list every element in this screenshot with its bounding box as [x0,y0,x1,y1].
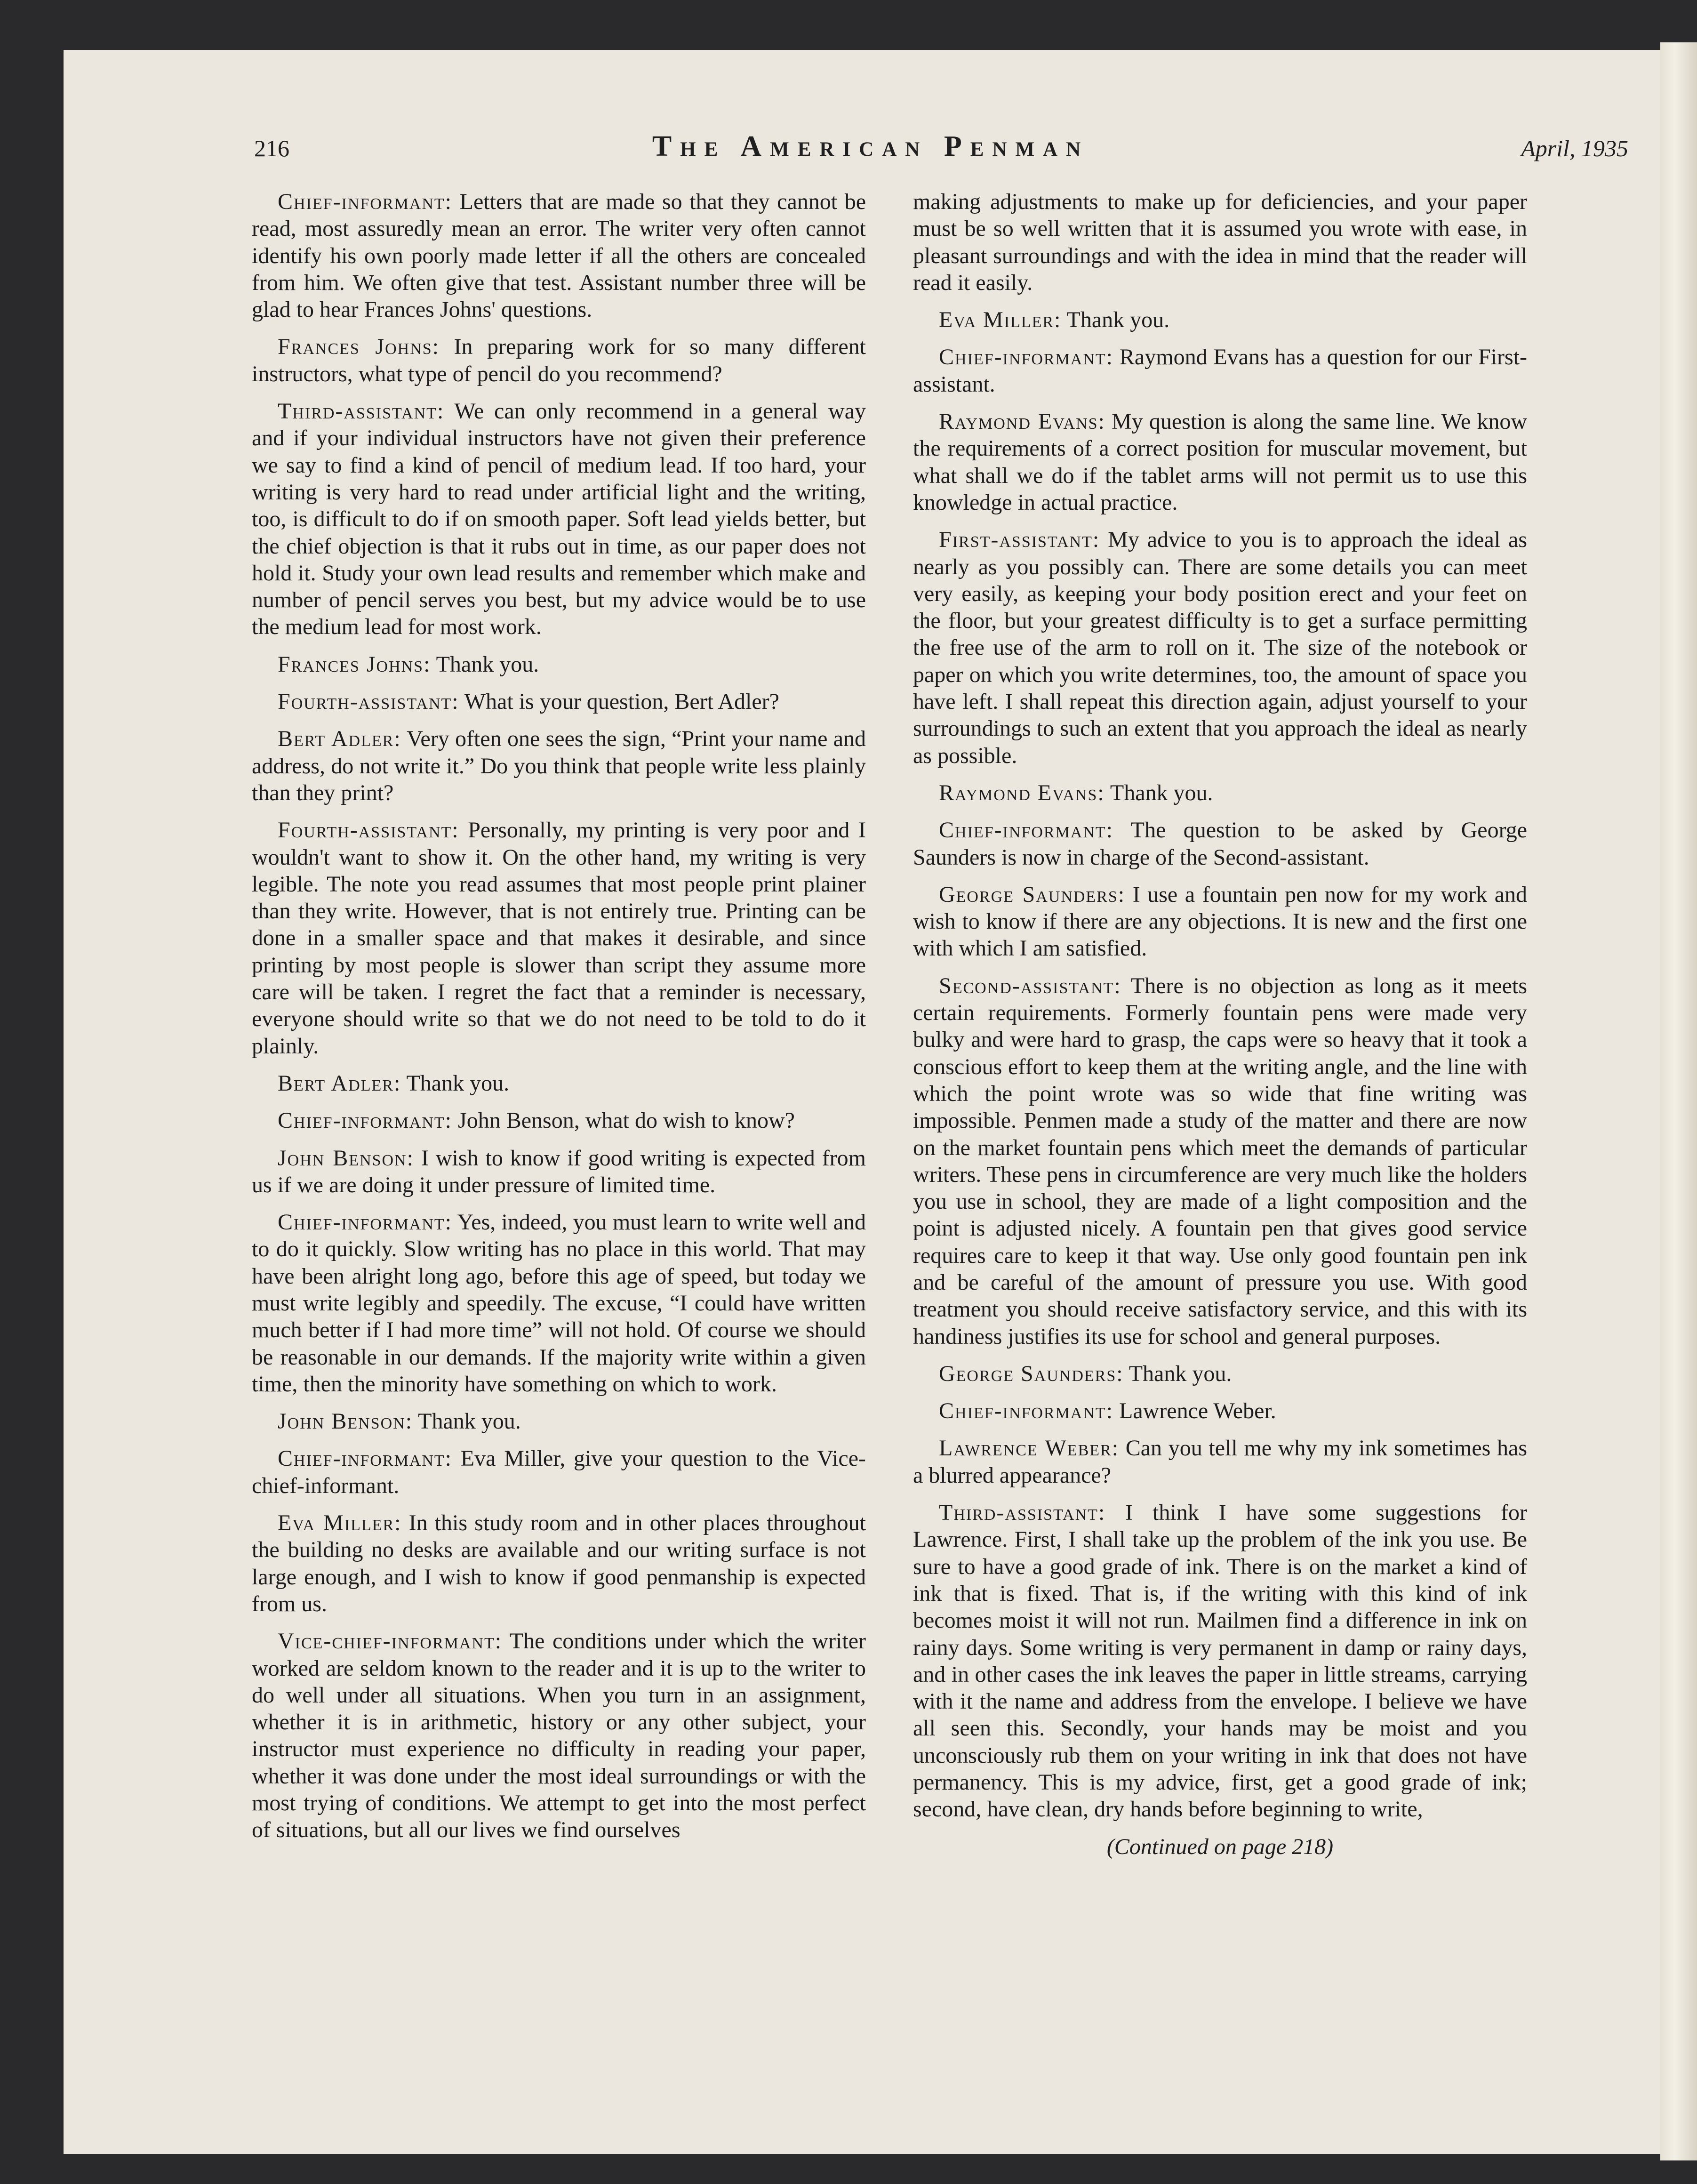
paragraph-text: I use a fountain pen now for my work and wish to know if there are any objections. It is new and the first one with which I am satisfied. [913,882,1528,961]
continued-note-text: (Continued on page 218) [1106,1834,1334,1859]
paragraph-text: Thank you. [406,1070,510,1096]
speaker-label: Lawrence Weber: [939,1436,1120,1461]
dialogue-paragraph [252,333,866,387]
page-number: 216 [254,135,289,161]
speaker-label: Fourth-assistant: [278,689,459,715]
book-spine-edge [1660,42,1697,2160]
dialogue-paragraph [913,817,1527,871]
paragraph-text: Yes, indeed, you must learn to write well and to do it quickly. Slow writing has no place in this world. That may have been alright long ago, before this age of speed, but today we must write legibly and speedily. The excuse, “I could have written much better if I had more time” will not hold. Of course we should be reasonable in our demands. If the majority write within a given time, then the minority have something on which to work. [252,1210,866,1397]
continued-note [913,1833,1527,1860]
dialogue-paragraph [252,188,866,323]
speaker-label: Eva Miller: [939,307,1062,333]
paragraph-text: Letters that are made so that they cannot be read, most assuredly mean an error. The writer very often cannot identify his own poorly made letter if all the others are concealed from him. We often give that test. Assistant number three will be glad to hear Frances Johns' questions. [252,189,866,322]
dialogue-paragraph [913,1397,1527,1424]
speaker-label: Raymond Evans: [939,409,1105,434]
paragraph-text: Thank you. [1129,1361,1232,1386]
issue-date: April, 1935 [1521,135,1628,161]
dialogue-paragraph [252,1628,866,1843]
speaker-label: Third-assistant: [278,399,445,424]
dialogue-paragraph [252,1408,866,1435]
speaker-label: Third-assistant: [939,1500,1106,1526]
paragraph-text: Eva Miller, give your question to the Vice-chief-informant. [252,1446,866,1498]
dialogue-paragraph [913,1435,1527,1489]
paragraph-text: We can only recommend in a general way and if your individual instructors have not given their preference we say to find a kind of pencil of medium lead. If too hard, your writing is very hard to read under artificial light and the writing, too, is difficult to do if on smooth paper. Soft lead yields better, but the chief objection is that it rubs out in time, as our paper does not hold it. Study your own lead results and remember which make and number of pencil serves you best, but my advice would be to use the medium lead for most work. [252,399,866,640]
dialogue-paragraph [913,188,1527,296]
dialogue-paragraph [252,1510,866,1617]
speaker-label: Fourth-assistant: [278,818,459,843]
speaker-label: Chief-informant: [939,818,1114,843]
speaker-label: Eva Miller: [278,1510,402,1536]
speaker-label: George Saunders: [939,1361,1124,1386]
paragraph-text: Lawrence Weber. [1119,1398,1276,1424]
paragraph-text: Thank you. [1110,780,1213,805]
speaker-label: Chief-informant: [939,1398,1114,1424]
dialogue-paragraph [252,688,866,715]
paragraph-text: Thank you. [1066,307,1170,333]
right-text-column [913,188,1527,1871]
dialogue-paragraph [252,1107,866,1134]
speaker-label: Second-assistant: [939,973,1121,998]
paragraph-text: Thank you. [436,651,539,677]
paragraph-text: My question is along the same line. We know the requirements of a correct position for muscular movement, but what shall we do if the tablet arms will not permit us to use this knowledge in actual practice. [913,409,1528,515]
dialogue-paragraph [252,398,866,641]
dialogue-paragraph [913,306,1527,333]
paragraph-text: Raymond Evans has a question for our First-assistant. [913,345,1528,397]
paragraph-text: The question to be asked by George Saunders is now in charge of the Second-assistant. [913,818,1527,870]
dialogue-paragraph [913,526,1527,769]
paragraph-text: I wish to know if good writing is expected from us if we are doing it under pressure of limited time. [252,1145,866,1197]
dialogue-paragraph [252,1445,866,1499]
speaker-label: First-assistant: [939,527,1100,553]
speaker-label: Bert Adler: [278,726,401,752]
dialogue-paragraph [252,1145,866,1199]
speaker-label: Chief-informant: [278,1446,453,1471]
paragraph-text: John Benson, what do wish to know? [458,1108,795,1133]
publication-title: The American Penman [652,130,1089,162]
speaker-label: George Saunders: [939,882,1126,907]
paragraph-text: There is no objection as long as it meets certain requirements. Formerly fountain pens were made very bulky and were hard to grasp, the caps were so heavy that it took a conscious effort to keep them at the writing angle, and the line with which the point wrote was so wide that fine writing was impossible. Penmen made a study of the matter and there are now on the market fountain pens which meet the demands of particular writers. These pens in circumference are very much like the holders you use in school, they are made of a light composition and the point is adjusted nicely. A fountain pen that gives good service requires care to keep it that way. Use only good fountain pen ink and be careful of the amount of pressure you use. With good treatment you should receive satisfactory service, and this with its handiness justifies its use for school and general purposes. [913,973,1527,1349]
dialogue-paragraph [913,1499,1527,1823]
dialogue-paragraph [913,779,1527,806]
dialogue-paragraph [252,1070,866,1097]
dialogue-paragraph [252,651,866,678]
dialogue-paragraph [913,1360,1527,1387]
paragraph-text: making adjustments to make up for deficiencies, and your paper must be so well written that it is assumed you wrote with ease, in pleasant surroundings and with the idea in mind that the reader will read it easily. [913,189,1527,295]
dialogue-paragraph [913,881,1527,962]
paragraph-text: Can you tell me why my ink sometimes has a blurred appearance? [913,1436,1528,1488]
paragraph-text: The conditions under which the writer worked are seldom known to the reader and it is up to the writer to do well under all situations. When you turn in an assignment, whether it is in arithmetic, history or any other subject, your instructor must experience no difficulty in reading your paper, whether it was done under the most ideal surroundings or with the most trying of conditions. We attempt to get into the most perfect of situations, but all our lives we find ourselves [252,1629,866,1843]
speaker-label: Raymond Evans: [939,780,1105,805]
paragraph-text: Thank you. [418,1409,521,1434]
running-header [188,130,1628,168]
speaker-label: Frances Johns: [278,651,431,677]
speaker-label: John Benson: [278,1409,413,1434]
left-text-column [252,188,866,1854]
paragraph-text: Very often one sees the sign, “Print your name and address, do not write it.” Do you think that people write less plainly than they print? [252,726,866,805]
paragraph-text: In this study room and in other places throughout the building no desks are available and our writing surface is not large enough, and I wish to know if good penmanship is expected from us. [252,1510,866,1616]
dialogue-paragraph [913,344,1527,398]
speaker-label: Chief-informant: [939,345,1114,370]
paragraph-text: What is your question, Bert Adler? [464,689,779,715]
speaker-label: John Benson: [278,1145,414,1171]
speaker-label: Chief-informant: [278,189,453,214]
speaker-label: Bert Adler: [278,1070,401,1096]
speaker-label: Vice-chief-informant: [278,1629,503,1654]
dialogue-paragraph [252,817,866,1060]
paragraph-text: My advice to you is to approach the ideal as nearly as you possibly can. There are some details you can meet very easily, as keeping your body position erect and your feet on the floor, but your greatest difficulty is to get a surface permitting the free use of the arm to roll on it. The size of the notebook or paper on which you write determines, too, the amount of space you have left. I shall repeat this direction again, adjust yourself to your surroundings to such an extent that you approach the ideal as nearly as possible. [913,527,1528,768]
paragraph-text: In preparing work for so many different instructors, what type of pencil do you recommend? [252,334,866,386]
paragraph-text: I think I have some suggestions for Lawrence. First, I shall take up the problem of the ink you use. Be sure to have a good grade of ink. There is on the market a kind of ink that is fixed. That is, if the writing with this kind of ink becomes moist it will not run. Mailmen find a difference in ink on rainy days. Some writing is very permanent in damp or rainy days, and in other cases the ink leaves the paper in little streams, carrying with it the name and address from the envelope. I believe we have all seen this. Secondly, your hands may be moist and you unconsciously rub them on your writing in ink that does not have permanency. This is my advice, first, get a good grade of ink; second, have clean, dry hands before beginning to write, [913,1500,1528,1822]
speaker-label: Frances Johns: [278,334,440,360]
speaker-label: Chief-informant: [278,1210,453,1235]
dialogue-paragraph [913,972,1527,1350]
dialogue-paragraph [252,725,866,806]
dialogue-paragraph [913,408,1527,516]
speaker-label: Chief-informant: [278,1108,453,1133]
paragraph-text: Personally, my printing is very poor and I wouldn't want to show it. On the other hand, my writing is very legible. The note you read assumes that most people print plainer than they write. However, that is not entirely true. Printing can be done in a smaller space and that makes it desirable, and since printing by most people is slower than script they assume more care will be taken. I regret the fact that a reminder is necessary, everyone should write so that we do not need to be told to do it plainly. [252,818,866,1059]
dialogue-paragraph [252,1209,866,1397]
